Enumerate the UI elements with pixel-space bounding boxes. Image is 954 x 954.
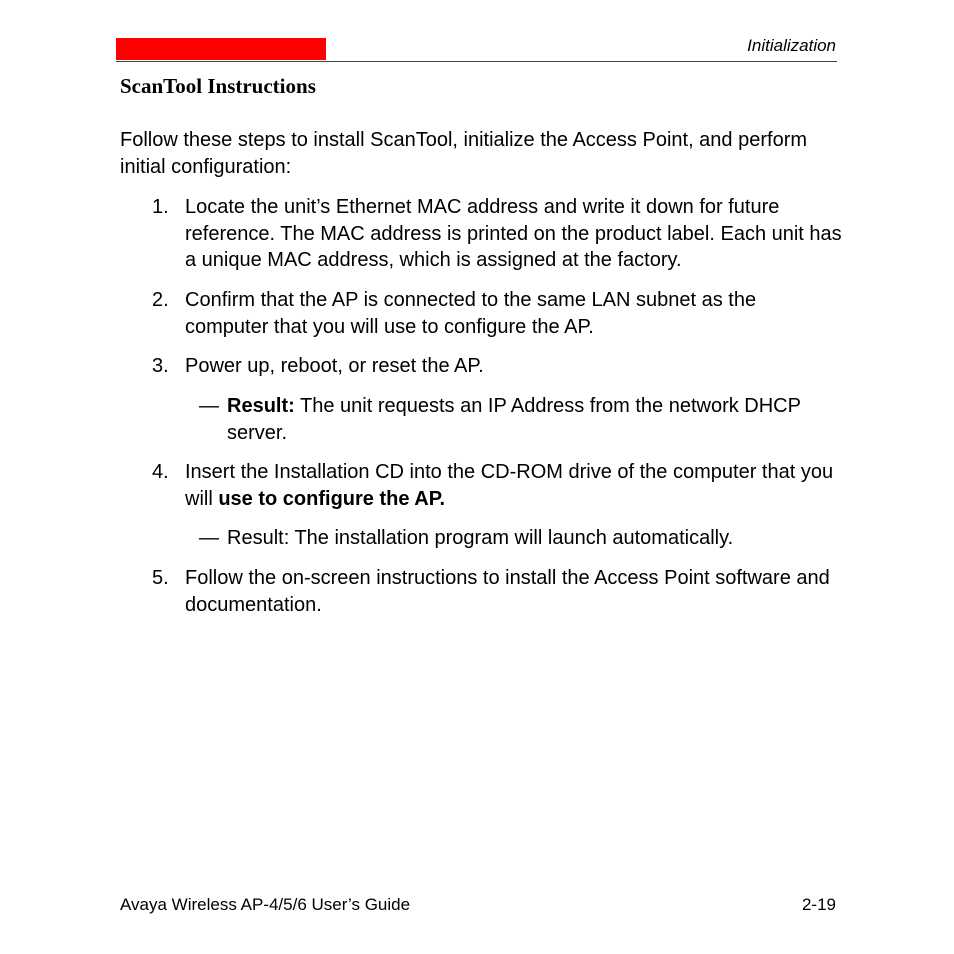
step-3 [152,353,842,380]
step-1 [152,194,842,274]
step-5 [152,565,842,618]
intro-paragraph: Follow these steps to install ScanTool, initialize the Access Point, and perform initial configuration: [120,129,808,178]
em-dash: — [199,527,219,549]
step-2 [152,287,842,340]
result-label: Result: [227,395,295,417]
result-text [227,393,839,446]
header-rule [116,61,837,62]
step-text [185,459,842,512]
step-text: Confirm that the AP is connected to the same LAN subnet as the computer that you will use to configure the AP. [185,289,757,338]
step-number: 1. [152,196,169,218]
step-text: Locate the unit’s Ethernet MAC address and write it down for future reference. The MAC address is printed on the product label. Each unit has a unique MAC address, which is assigned at the factory. [185,196,842,271]
result-text: Result: The installation program will launch automatically. [227,527,734,549]
footer-guide-title: Avaya Wireless AP-4/5/6 User’s Guide [120,895,411,914]
step-text: Follow the on-screen instructions to install the Access Point software and documentation. [185,567,830,616]
result-note-1 [199,393,839,446]
step-4 [152,459,842,512]
section-title: ScanTool Instructions [120,74,316,98]
step-text-bold: use to configure the AP. [218,487,446,510]
result-body: The unit requests an IP Address from the network DHCP server. [227,395,801,444]
step-text: Power up, reboot, or reset the AP. [185,355,484,377]
chapter-label: Initialization [747,36,836,55]
result-note-2 [199,525,839,552]
em-dash: — [199,395,219,417]
step-number: 2. [152,289,169,311]
step-number: 4. [152,461,169,483]
step-number: 3. [152,355,169,377]
step-number: 5. [152,567,169,589]
header-accent-bar [116,38,326,60]
step-text-plain: Insert the Installation CD into the CD-ROM drive of the computer that you will [185,461,834,510]
footer-page-number: 2-19 [801,895,836,914]
